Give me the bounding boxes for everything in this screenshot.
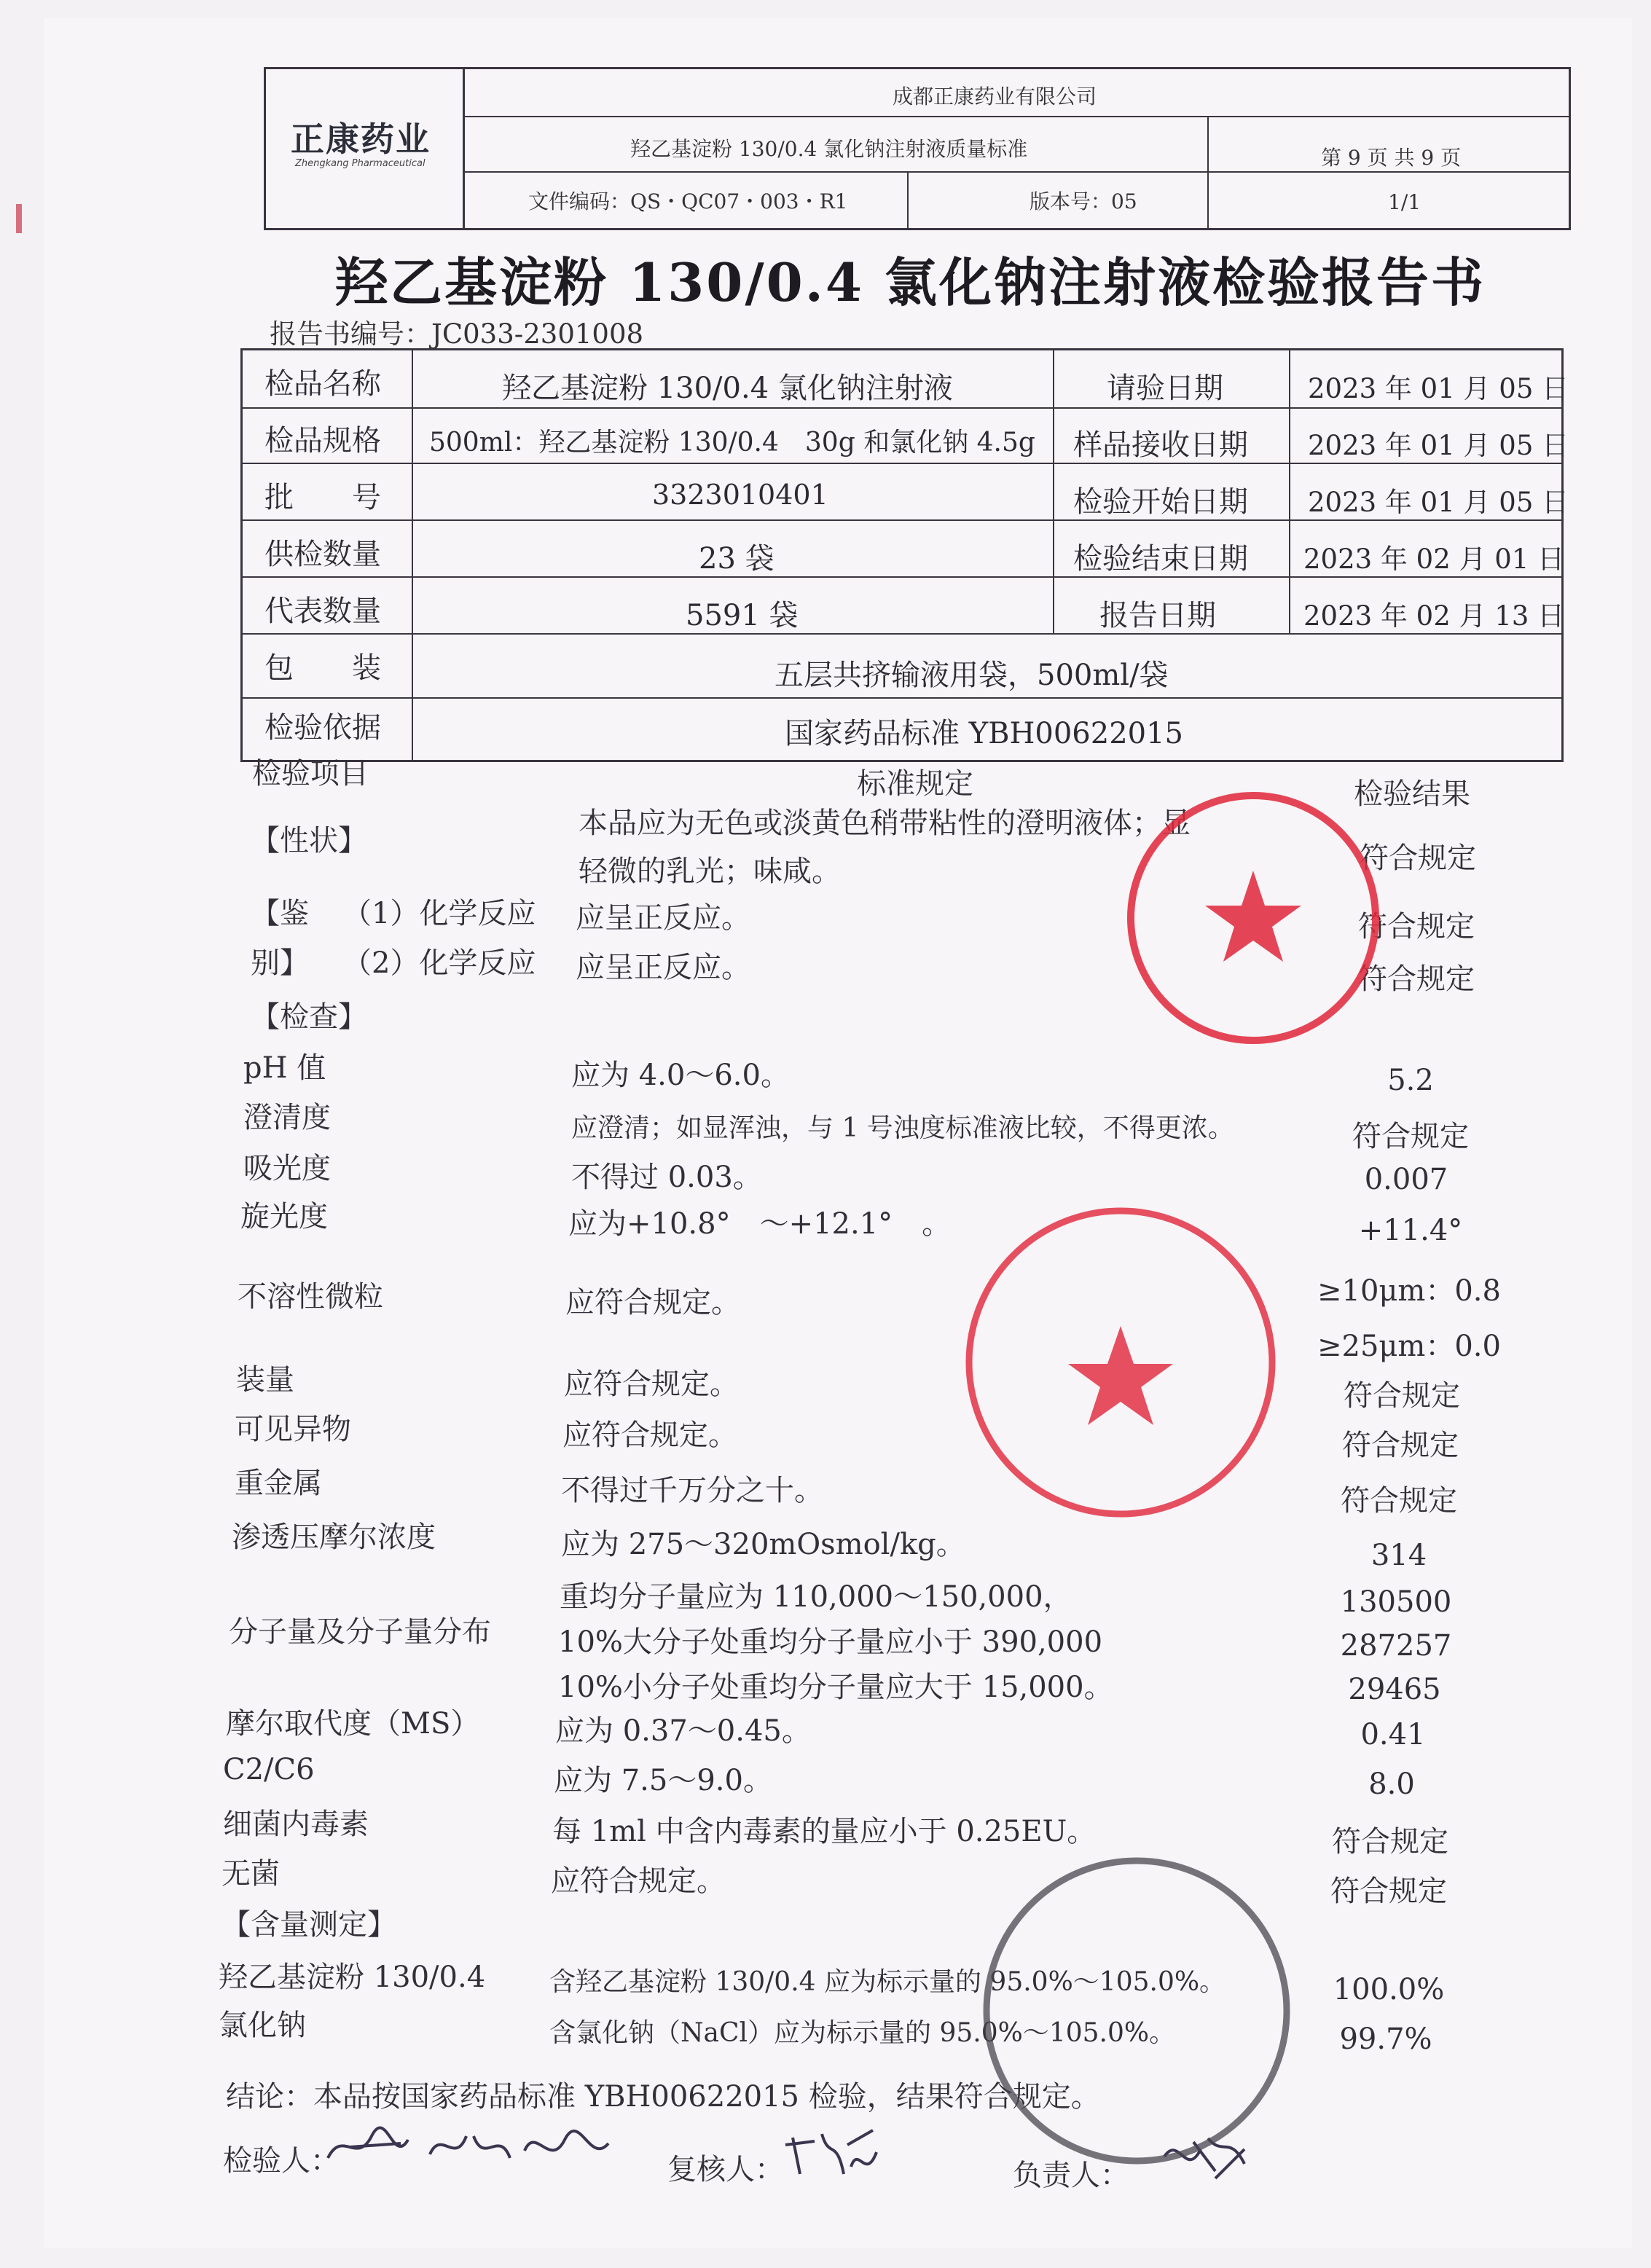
- check-metals-item: 重金属: [235, 1467, 322, 1500]
- check-ms-standard: 应为 0.37～0.45。: [555, 1714, 811, 1748]
- ident-2-result: 符合规定: [1358, 962, 1475, 996]
- rep-qty-label: 代表数量: [264, 595, 381, 628]
- check-visible-result: 符合规定: [1342, 1429, 1459, 1462]
- start-date-value: 2023 年 01 月 05 日: [1308, 487, 1569, 518]
- check-endotoxin-item: 细菌内毒素: [223, 1808, 369, 1841]
- header-page-info: 第 9 页 共 9 页: [1321, 146, 1462, 170]
- spec-value: 500ml：羟乙基淀粉 130/0.4 30g 和氯化钠 4.5g: [429, 428, 1035, 458]
- inspector-signature: [321, 2114, 619, 2180]
- basis-label: 检验依据: [264, 711, 381, 745]
- col-result-heading: 检验结果: [1354, 777, 1470, 811]
- section-identification-1: 【鉴: [251, 897, 309, 930]
- supply-qty-label: 供检数量: [264, 538, 381, 571]
- character-standard-2: 轻微的乳光；味咸。: [579, 855, 841, 888]
- info-table: [240, 348, 1569, 762]
- check-absorbance-standard: 不得过 0.03。: [571, 1161, 762, 1194]
- check-rotation-item: 旋光度: [240, 1200, 328, 1233]
- check-fill-result: 符合规定: [1344, 1379, 1460, 1413]
- section-check: 【检查】: [251, 1000, 367, 1034]
- report-title: 羟乙基淀粉 130/0.4 氯化钠注射液检验报告书: [335, 251, 1486, 313]
- check-clarity-result: 符合规定: [1352, 1120, 1469, 1153]
- request-date-label: 请验日期: [1107, 372, 1223, 405]
- molecular-result-3: 29465: [1348, 1673, 1441, 1706]
- report-date-label: 报告日期: [1099, 599, 1216, 632]
- check-visible-item: 可见异物: [235, 1413, 351, 1446]
- assay-hes-standard: 含羟乙基淀粉 130/0.4 应为标示量的 95.0%～105.0%。: [549, 1967, 1226, 1997]
- receive-date-value: 2023 年 01 月 05 日: [1308, 430, 1569, 461]
- molecular-result-2: 287257: [1340, 1629, 1452, 1663]
- assay-nacl-item: 氯化钠: [219, 2009, 306, 2042]
- check-osmolality-standard: 应为 275～320mOsmol/kg。: [561, 1528, 965, 1561]
- package-value: 五层共挤输液用袋，500ml/袋: [774, 659, 1169, 692]
- check-ph-standard: 应为 4.0～6.0。: [571, 1059, 790, 1092]
- basis-value: 国家药品标准 YBH00622015: [785, 717, 1183, 750]
- report-number: 报告书编号：JC033-2301008: [270, 318, 644, 350]
- check-particles-result-10: ≥10μm：0.8: [1317, 1274, 1501, 1308]
- batch-label: 批 号: [264, 481, 381, 514]
- responsible-label: 负责人：: [1013, 2159, 1129, 2192]
- check-particles-item: 不溶性微粒: [238, 1280, 383, 1314]
- check-metals-standard: 不得过千万分之十。: [561, 1474, 823, 1507]
- ident-1-item: （1）化学反应: [342, 897, 536, 930]
- report-date-value: 2023 年 02 月 13 日: [1303, 600, 1565, 632]
- supply-qty-value: 23 袋: [699, 542, 774, 576]
- company-logo: 正康药业: [291, 119, 431, 159]
- start-date-label: 检验开始日期: [1073, 485, 1248, 519]
- ident-1-standard: 应呈正反应。: [576, 901, 750, 935]
- product-name-value: 羟乙基淀粉 130/0.4 氯化钠注射液: [502, 372, 953, 405]
- section-assay: 【含量测定】: [221, 1908, 396, 1942]
- check-particles-result-25: ≥25μm：0.0: [1317, 1330, 1501, 1363]
- ident-2-item: （2）化学反应: [342, 946, 536, 980]
- check-rotation-standard: 应为+10.8° ～+12.1° 。: [568, 1207, 952, 1241]
- check-c2c6-item: C2/C6: [223, 1753, 315, 1786]
- check-ph-item: pH 值: [243, 1051, 326, 1085]
- header-standard-title: 羟乙基淀粉 130/0.4 氯化钠注射液质量标准: [630, 137, 1028, 161]
- character-standard-1: 本品应为无色或淡黄色稍带粘性的澄明液体；显: [579, 807, 1191, 840]
- rep-qty-value: 5591 袋: [686, 599, 799, 632]
- check-c2c6-result: 8.0: [1368, 1767, 1415, 1801]
- molecular-standard-1: 重均分子量应为 110,000～150,000，: [560, 1580, 1072, 1614]
- check-clarity-standard: 应澄清；如显浑浊，与 1 号浊度标准液比较，不得更浓。: [571, 1113, 1234, 1143]
- check-rotation-result: +11.4°: [1358, 1214, 1463, 1247]
- end-date-label: 检验结束日期: [1073, 542, 1248, 576]
- assay-hes-item: 羟乙基淀粉 130/0.4: [219, 1961, 486, 1994]
- check-clarity-item: 澄清度: [243, 1101, 331, 1134]
- molecular-result-1: 130500: [1340, 1585, 1452, 1619]
- molecular-item: 分子量及分子量分布: [229, 1615, 491, 1649]
- assay-nacl-standard: 含氯化钠（NaCl）应为标示量的 95.0%～105.0%。: [549, 2018, 1176, 2048]
- check-ms-item: 摩尔取代度（MS）: [226, 1707, 480, 1741]
- reviewer-signature: [778, 2123, 880, 2189]
- character-result: 符合规定: [1360, 841, 1476, 875]
- molecular-standard-2: 10%大分子处重均分子量应小于 390,000: [558, 1625, 1103, 1659]
- col-standard-heading: 标准规定: [857, 767, 973, 801]
- check-c2c6-standard: 应为 7.5～9.0。: [554, 1764, 772, 1797]
- quality-dept-stamp-2: [960, 1202, 1281, 1523]
- package-label: 包 装: [264, 651, 381, 685]
- header-sheet: 1/1: [1388, 190, 1421, 214]
- ident-2-standard: 应呈正反应。: [576, 951, 750, 984]
- molecular-standard-3: 10%小分子处重均分子量应大于 15,000。: [558, 1671, 1113, 1704]
- document-header: [264, 67, 1571, 230]
- quality-dept-stamp-1: [1122, 787, 1384, 1049]
- request-date-value: 2023 年 01 月 05 日: [1308, 373, 1569, 404]
- check-particles-standard: 应符合规定。: [565, 1286, 740, 1319]
- check-visible-standard: 应符合规定。: [562, 1419, 737, 1452]
- check-absorbance-item: 吸光度: [243, 1152, 331, 1185]
- check-sterility-item: 无菌: [221, 1857, 280, 1891]
- check-endotoxin-standard: 每 1ml 中含内毒素的量应小于 0.25EU。: [552, 1815, 1097, 1848]
- assay-nacl-result: 99.7%: [1339, 2022, 1432, 2056]
- check-endotoxin-result: 符合规定: [1332, 1825, 1448, 1859]
- inspection-stamp: [976, 1851, 1297, 2171]
- conclusion: 结论：本品按国家药品标准 YBH00622015 检验，结果符合规定。: [226, 2080, 1100, 2114]
- header-doc-code: 文件编码：QS・QC07・003・R1: [528, 189, 848, 213]
- section-identification-2: 别】: [251, 946, 309, 980]
- check-osmolality-item: 渗透压摩尔浓度: [232, 1520, 436, 1554]
- edge-mark: [16, 204, 22, 233]
- section-character: 【性状】: [251, 824, 367, 858]
- check-fill-item: 装量: [236, 1363, 294, 1397]
- check-osmolality-result: 314: [1370, 1539, 1427, 1572]
- company-logo-subtitle: Zhengkang Pharmaceutical: [295, 158, 426, 169]
- header-version: 版本号：05: [1030, 189, 1137, 213]
- check-ph-result: 5.2: [1387, 1064, 1434, 1097]
- assay-hes-result: 100.0%: [1333, 1973, 1445, 2006]
- logo-cell: [266, 69, 465, 228]
- col-item-heading: 检验项目: [252, 757, 369, 790]
- check-metals-result: 符合规定: [1341, 1484, 1457, 1518]
- reviewer-label: 复核人：: [667, 2153, 784, 2186]
- receive-date-label: 样品接收日期: [1073, 428, 1248, 462]
- end-date-value: 2023 年 02 月 01 日: [1303, 544, 1565, 575]
- check-ms-result: 0.41: [1360, 1718, 1426, 1751]
- check-sterility-result: 符合规定: [1330, 1875, 1447, 1908]
- product-name-label: 检品名称: [264, 367, 381, 401]
- header-company: 成都正康药业有限公司: [893, 85, 1097, 109]
- spec-label: 检品规格: [264, 424, 381, 458]
- ident-1-result: 符合规定: [1358, 910, 1475, 943]
- check-fill-standard: 应符合规定。: [564, 1368, 739, 1401]
- check-sterility-standard: 应符合规定。: [551, 1864, 726, 1898]
- batch-value: 3323010401: [652, 479, 828, 511]
- check-absorbance-result: 0.007: [1364, 1163, 1448, 1196]
- inspector-label: 检验人：: [223, 2144, 340, 2178]
